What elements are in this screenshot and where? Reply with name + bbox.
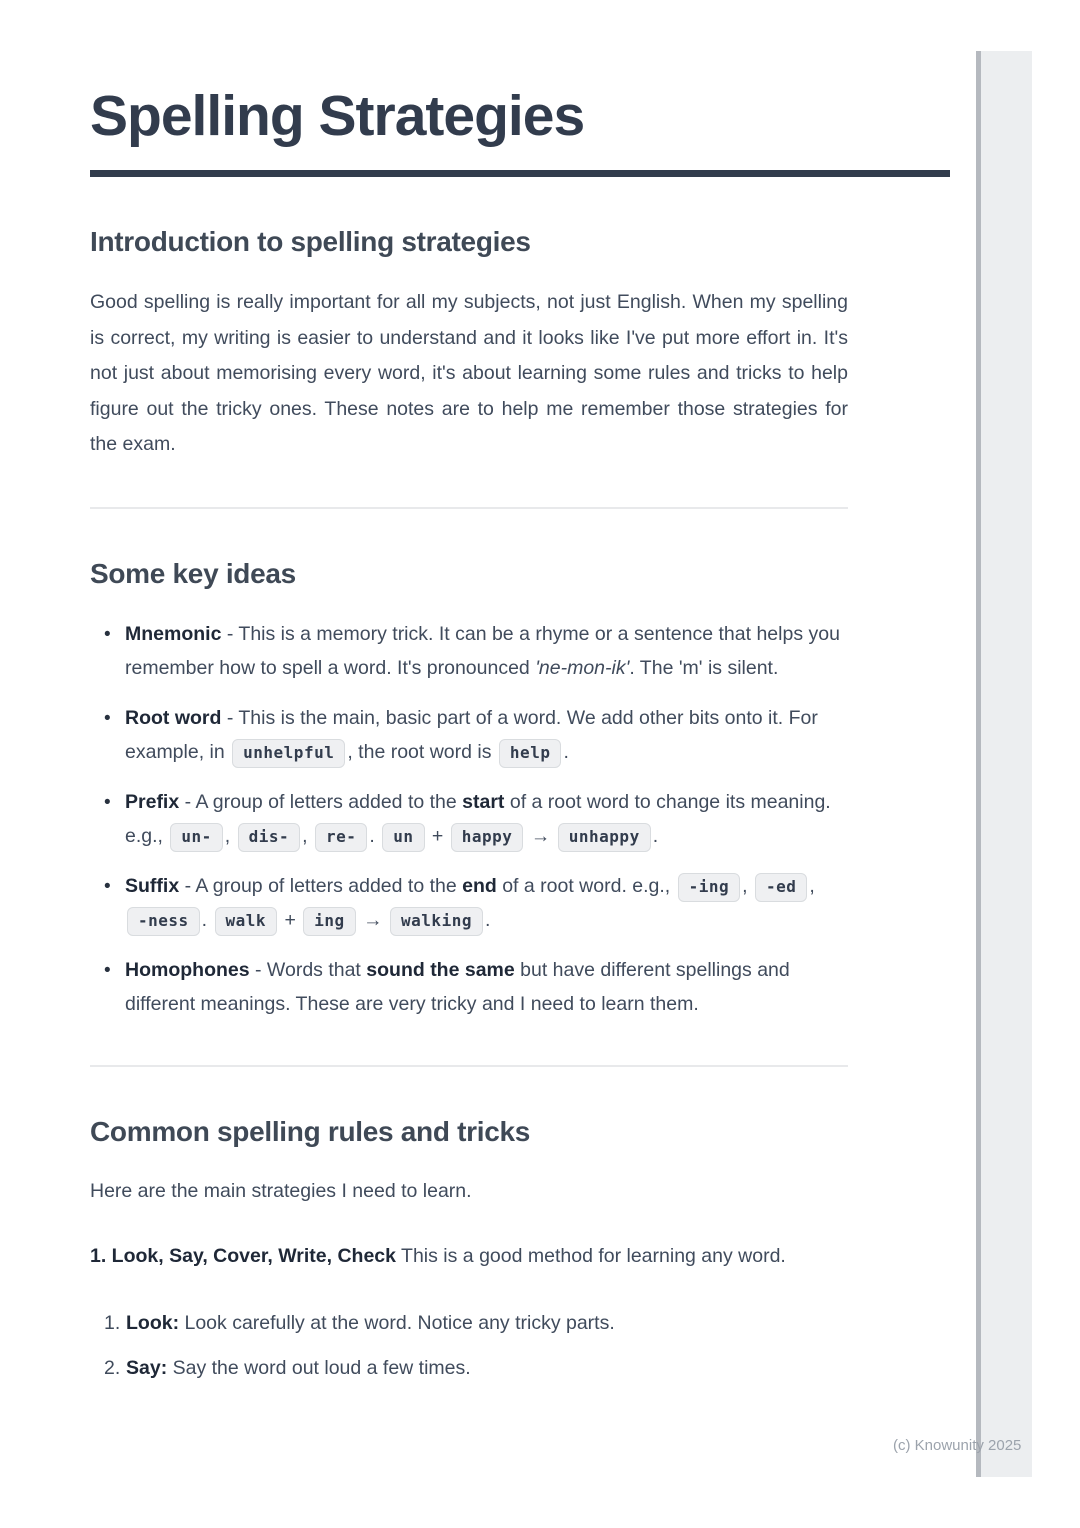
method-steps-list [104,1308,848,1383]
text-segment: Homophones [125,959,250,982]
code-chip: help [499,739,562,768]
code-chip: unhelpful [232,739,345,768]
text-segment: Prefix [125,791,180,814]
rules-intro-text: Here are the main strategies I need to learn. [90,1179,472,1202]
page-title: Spelling Strategies [90,84,585,148]
text-segment: , [742,875,754,898]
text-segment: + [426,824,449,847]
text-segment: - A group of letters added to the [179,875,463,898]
text-segment: , [224,824,236,847]
title-rule [90,170,950,177]
code-chip: un [382,823,424,852]
step-text: Say the word out loud a few times. [167,1356,471,1379]
text-segment: of a root word to change its meaning. e.g., [125,791,831,847]
text-segment: , [302,824,313,847]
code-chip: walk [215,907,278,936]
code-chip: dis- [238,823,301,852]
key-idea-item [104,954,848,1021]
text-segment: . [484,908,491,931]
key-idea-item [104,786,848,853]
text-segment: of a root word. e.g., [496,875,676,898]
text-segment: but have different spellings and different meanings. These are very tricky and I need to learn them. [125,959,790,1015]
text-segment: , the root word is [347,740,497,763]
section-divider [90,507,848,509]
step-label: Say: [126,1356,168,1379]
key-idea-item [104,702,848,769]
key-ideas-list [104,618,848,1021]
text-segment: end [462,875,497,898]
key-idea-item [104,618,848,685]
text-segment: - Words that [249,959,367,982]
text-segment: start [462,791,505,814]
key-idea-item [104,870,848,937]
section-heading-key-ideas: Some key ideas [90,557,296,589]
code-chip: unhappy [558,823,651,852]
text-segment: sound the same [366,959,515,982]
text-segment: . [652,824,659,847]
code-chip: -ness [127,907,200,936]
code-chip: happy [451,823,524,852]
text-segment: , [809,875,815,898]
text-segment: 'ne-mon-ik' [535,656,630,679]
text-segment: - A group of letters added to the [179,791,463,814]
introduction-paragraph: Good spelling is really important for all my subjects, not just English. When my spelling is correct, my writing is easier to understand and it looks like I've put more effort in. It's not just about memorising every word, it's about learning some rules and tricks to help figure out the tricky ones. These notes are to help me remember those strategies for the exam. [90,291,848,455]
method-line [90,1238,848,1274]
scrollbar-thumb[interactable] [976,51,981,1477]
method-step-item [104,1353,848,1383]
text-segment: . The 'm' is silent. [629,656,779,679]
code-chip: re- [315,823,367,852]
method-title: 1. Look, Say, Cover, Write, Check [90,1244,396,1267]
text-segment: Mnemonic [125,623,222,646]
section-divider [90,1065,848,1067]
text-segment: . [369,824,381,847]
text-segment: Suffix [125,875,180,898]
section-heading-introduction: Introduction to spelling strategies [90,226,531,258]
text-segment: → [357,908,389,931]
code-chip: -ed [755,873,807,902]
code-chip: un- [170,823,222,852]
text-segment: . [563,740,569,763]
step-label: Look: [126,1311,180,1334]
text-segment: Root word [125,707,222,730]
scrollbar-track[interactable] [976,51,1032,1477]
text-segment: - This is a memory trick. It can be a rhyme or a sentence that helps you remember how to spell a word. It's pronounced [125,623,840,679]
method-step-item [104,1308,848,1338]
text-segment: - This is the main, basic part of a word. We add other bits onto it. For example, in [125,707,818,763]
text-segment: . [201,908,213,931]
step-text: Look carefully at the word. Notice any tricky parts. [179,1311,615,1334]
text-segment: + [279,908,302,931]
text-segment: → [525,824,556,847]
document-content [90,86,952,1398]
section-heading-rules: Common spelling rules and tricks [90,1116,531,1148]
code-chip: ing [303,907,355,936]
method-description: This is a good method for learning any word. [395,1244,786,1267]
code-chip: walking [390,907,483,936]
copyright-watermark: (c) Knowunity 2025 [893,1437,1022,1454]
code-chip: -ing [678,873,741,902]
